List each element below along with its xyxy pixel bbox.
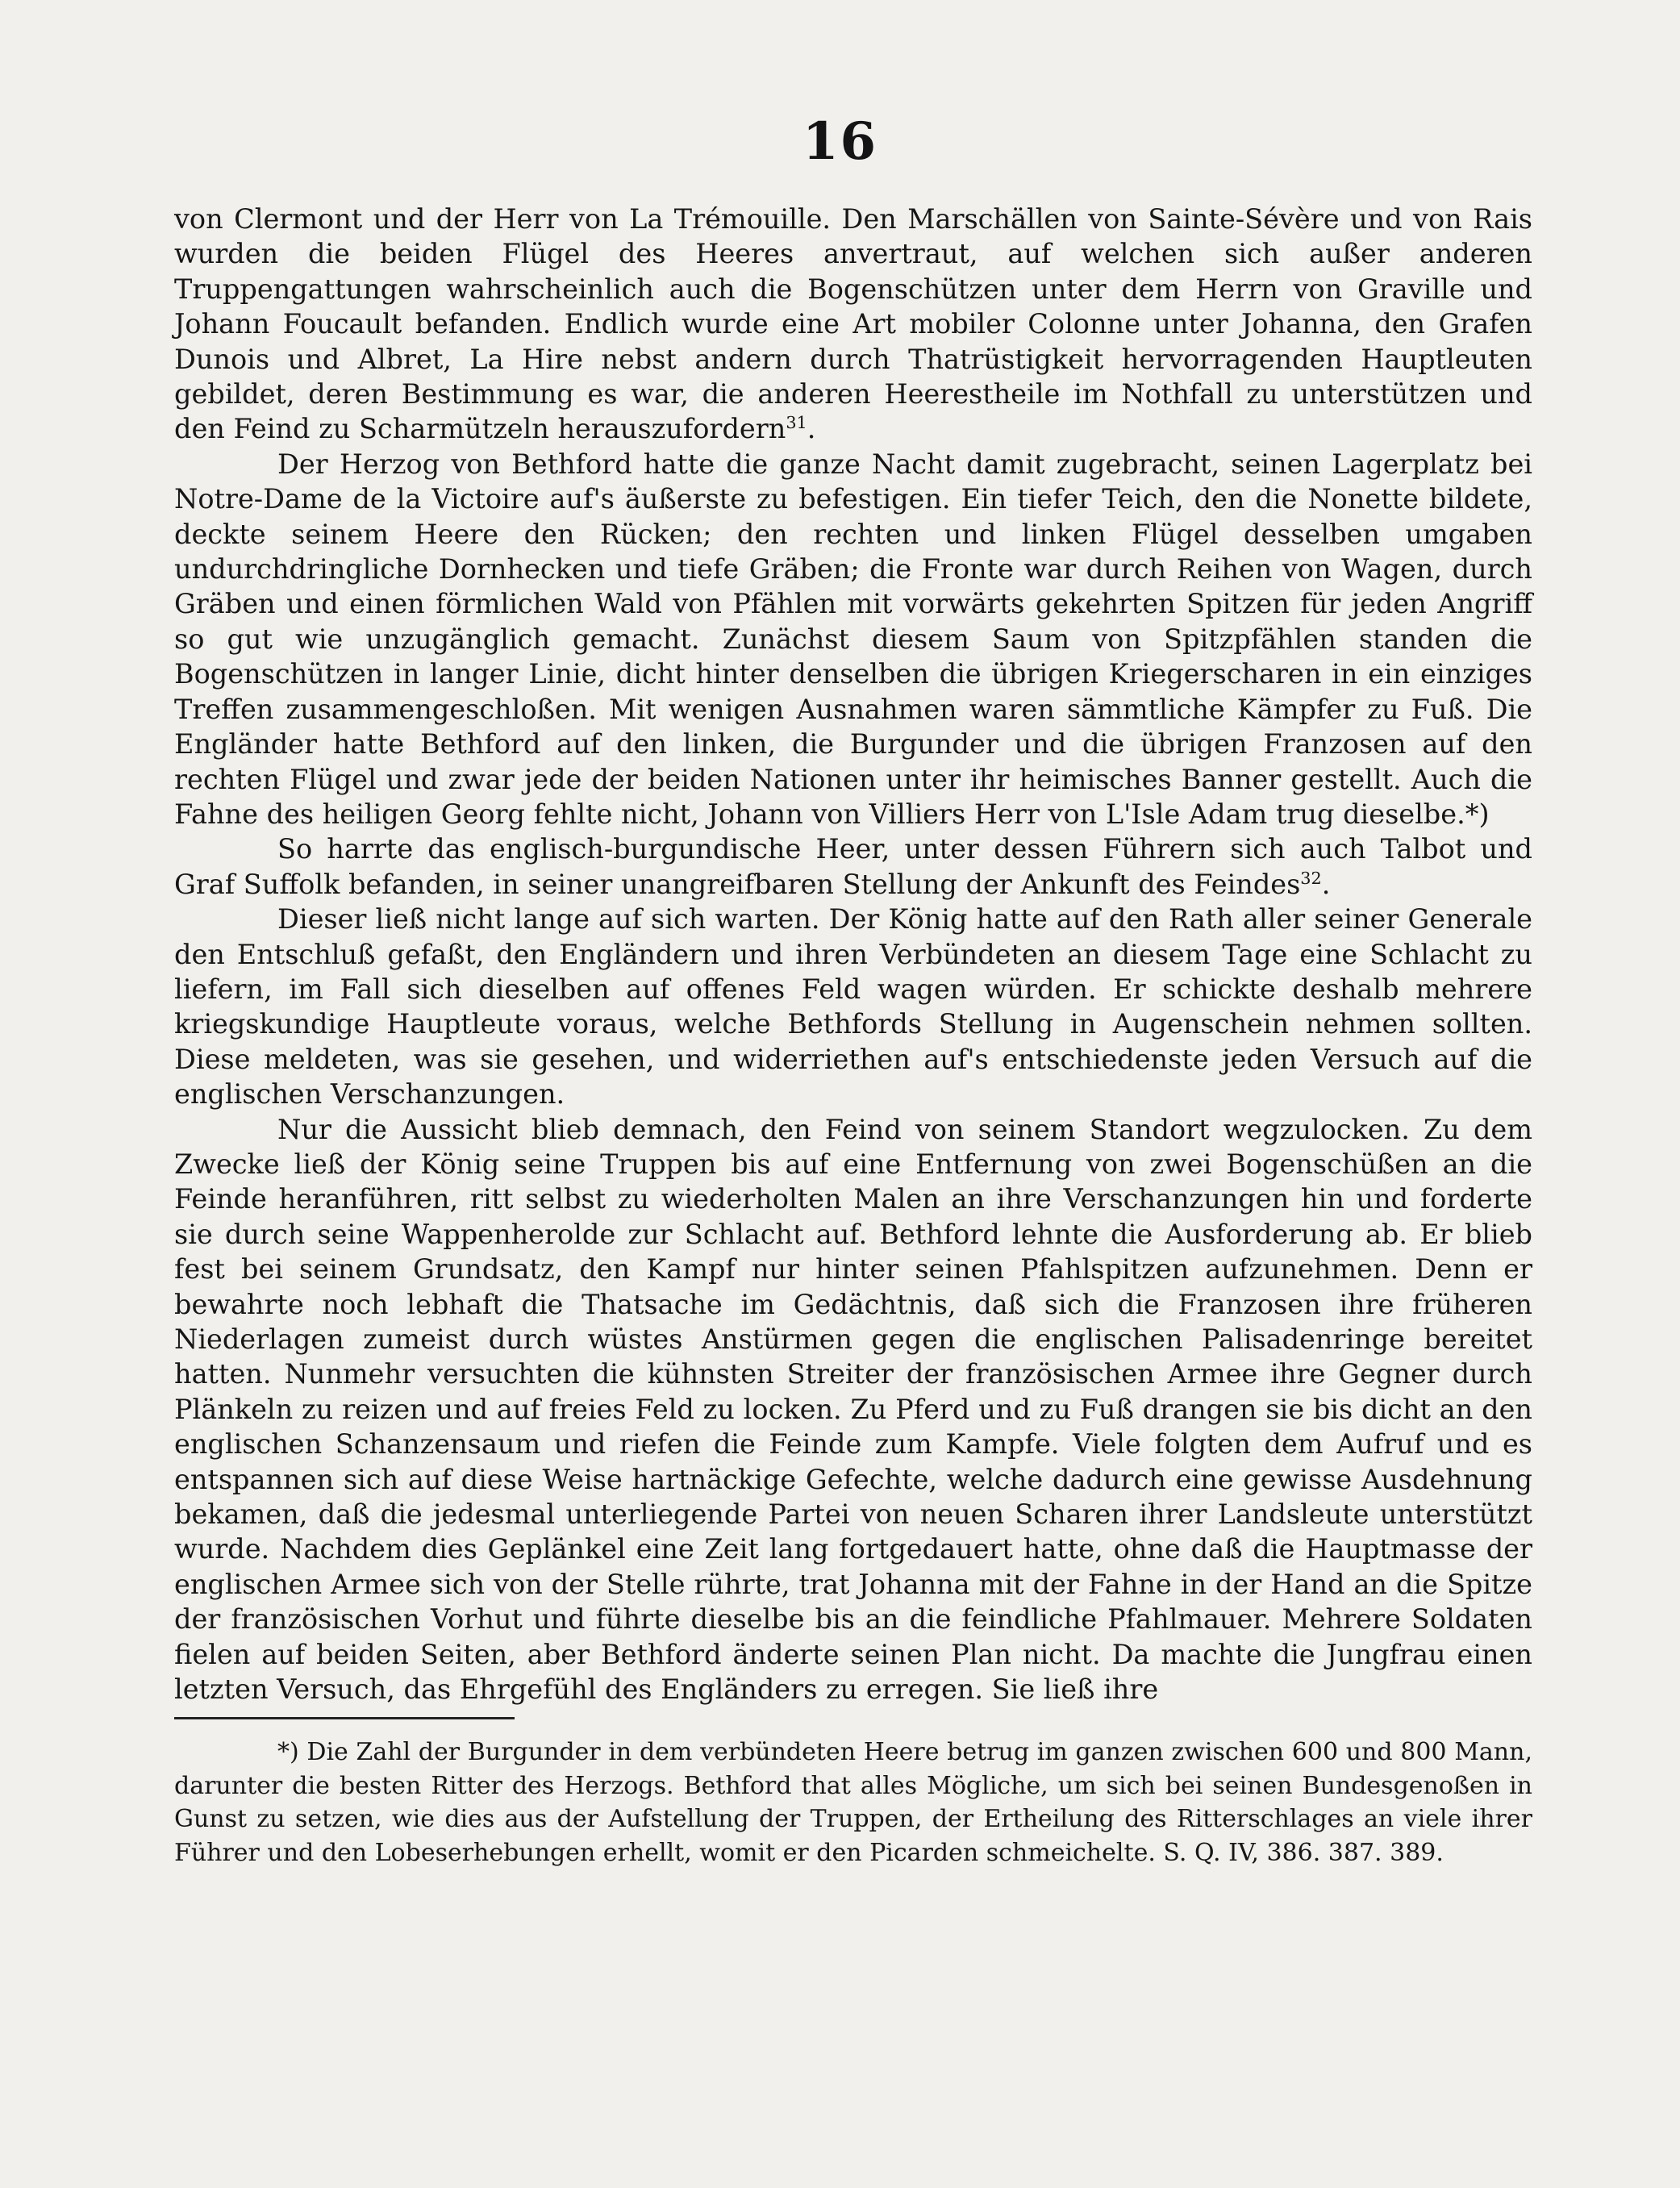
endnote-reference: 32 — [1300, 868, 1322, 888]
paragraph-text: Der Herzog von Bethford hatte die ganze Nacht damit zugebracht, seinen Lagerplatz bei Notre-Dame de la Victoire auf's äußerste zu befestigen. Ein tiefer Teich, den die Nonette bildete, deckte seinem Heere den Rücken; den rechten und linken Flügel desselben umgaben undurchdringliche Dornhecken und tiefe Gräben; die Fronte war durch Reihen von Wagen, durch Gräben und einen förmlichen Wald von Pfählen mit vorwärts gekehrten Spitzen für jeden Angriff so gut wie unzugänglich gemacht. Zunächst diesem Saum von Spitzpfählen standen die Bogenschützen in langer Linie, dicht hinter denselben die übrigen Kriegerscharen in ein einziges Treffen zusammengeschloßen. Mit wenigen Ausnahmen waren sämmtliche Kämpfer zu Fuß. Die Engländer hatte Bethford auf den linken, die Burgunder und die übrigen Franzosen auf den rechten Flügel und zwar jede der beiden Nationen unter ihr heimisches Banner gestellt. Auch die Fahne des heiligen Georg fehlte nicht, Johann von Villiers Herr von L'Isle Adam trug dieselbe.*) — [174, 448, 1532, 830]
paragraph-text: Dieser ließ nicht lange auf sich warten. Der König hatte auf den Rath aller seiner Generale den Entschluß gefaßt, den Engländern und ihren Verbündeten an diesem Tage eine Schlacht zu liefern, im Fall sich dieselben auf offenes Feld wagen würden. Er schickte deshalb mehrere kriegskundige Hauptleute voraus, welche Bethfords Stellung in Augenschein nehmen sollten. Diese meldeten, was sie gesehen, und widerriethen auf's entschiedenste jeden Versuch auf die englischen Verschanzungen. — [174, 903, 1532, 1111]
paragraph-text: Nur die Aussicht blieb demnach, den Feind von seinem Standort wegzulocken. Zu dem Zwecke ließ der König seine Truppen bis auf eine Entfernung von zwei Bogenschüßen an die Feinde heranführen, ritt selbst zu wiederholten Malen an ihre Verschanzungen hin und forderte sie durch seine Wappenherolde zur Schlacht auf. Bethford lehnte die Ausforderung ab. Er blieb fest bei seinem Grundsatz, den Kampf nur hinter seinen Pfahlspitzen aufzunehmen. Denn er bewahrte noch lebhaft die Thatsache im Gedächtnis, daß sich die Franzosen ihre früheren Niederlagen zumeist durch wüstes Anstürmen gegen die englischen Palisadenringe bereitet hatten. Nunmehr versuchten die kühnsten Streiter der französischen Armee ihre Gegner durch Plänkeln zu reizen und auf freies Feld zu locken. Zu Pferd und zu Fuß drangen sie bis dicht an den englischen Schanzensaum und riefen die Feinde zum Kampfe. Viele folgten dem Aufruf und es entspannen sich auf diese Weise hartnäckige Gefechte, welche dadurch eine gewisse Ausdehnung bekamen, daß die jedesmal unterliegende Partei von neuen Scharen ihrer Landsleute unterstützt wurde. Nachdem dies Geplänkel eine Zeit lang fortgedauert hatte, ohne daß die Hauptmasse der englischen Armee sich von der Stelle rührte, trat Johanna mit der Fahne in der Hand an die Spitze der französischen Vorhut und führte dieselbe bis an die feindliche Pfahlmauer. Mehrere Soldaten fielen auf beiden Seiten, aber Bethford änderte seinen Plan nicht. Da machte die Jungfrau einen letzten Versuch, das Ehrgefühl des Engländers zu erregen. Sie ließ ihre — [174, 1113, 1532, 1706]
paragraph — [174, 902, 1532, 1111]
body-text — [174, 202, 1532, 1707]
footnote-text: *) Die Zahl der Burgunder in dem verbündeten Heere betrug im ganzen zwischen 600 und 800 Mann, darunter die besten Ritter des Herzogs. Bethford that alles Mögliche, um sich bei seinen Bundesgenoßen in Gunst zu setzen, wie dies aus der Aufstellung der Truppen, der Ertheilung des Ritterschlages an viele ihrer Führer und den Lobeserhebungen erhellt, womit er den Picarden schmeichelte. S. Q. IV, 386. 387. 389. — [174, 1738, 1532, 1867]
paragraph — [174, 831, 1532, 902]
punctuation: . — [807, 413, 816, 445]
paragraph-text: von Clermont und der Herr von La Trémouille. Den Marschällen von Sainte-Sévère und von Rais wurden die beiden Flügel des Heeres anvertraut, auf welchen sich außer anderen Truppengattungen wahrscheinlich auch die Bogenschützen unter dem Herrn von Graville und Johann Foucault befanden. Endlich wurde eine Art mobiler Colonne unter Johanna, den Grafen Dunois und Albret, La Hire nebst andern durch Thatrüstigkeit hervorragenden Hauptleuten gebildet, deren Bestimmung es war, die anderen Heerestheile im Nothfall zu unterstützen und den Feind zu Scharmützeln herauszufordern — [174, 203, 1532, 445]
paragraph-text: So harrte das englisch-burgundische Heer, unter dessen Führern sich auch Talbot und Graf Suffolk befanden, in seiner unangreifbaren Stellung der Ankunft des Feindes — [174, 833, 1532, 900]
endnote-reference: 31 — [786, 413, 807, 433]
punctuation: . — [1321, 868, 1331, 900]
footnote — [174, 1736, 1532, 1869]
footnote-separator — [174, 1717, 515, 1719]
paragraph — [174, 1112, 1532, 1707]
paragraph — [174, 202, 1532, 447]
paragraph — [174, 447, 1532, 831]
page-number: 16 — [802, 111, 878, 172]
